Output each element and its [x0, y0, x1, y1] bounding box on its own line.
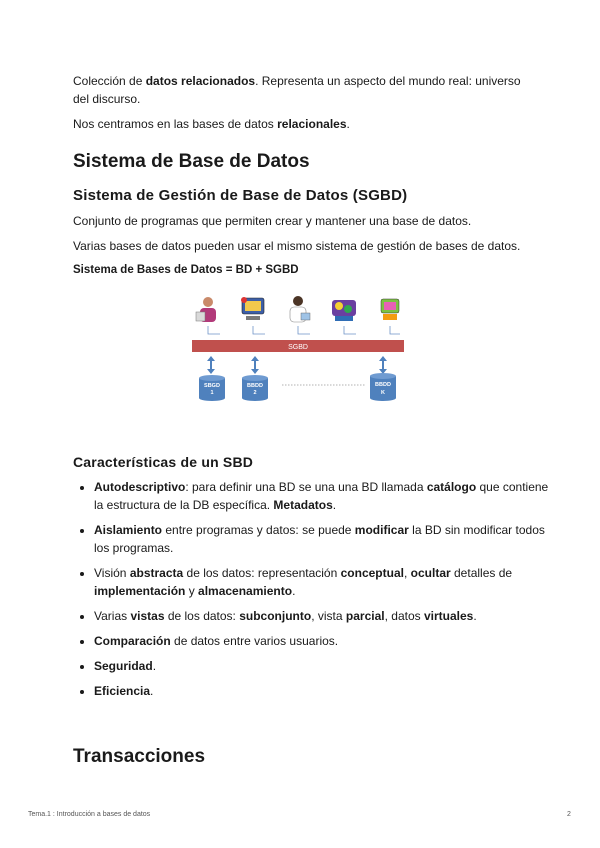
- database-2: [242, 375, 268, 401]
- database-k-label: BBDD: [375, 382, 391, 388]
- computer-icon: [241, 297, 264, 320]
- section-title-sbd: Sistema de Base de Datos: [73, 151, 310, 172]
- arrows: [207, 356, 387, 374]
- caracteristicas-list: [73, 478, 554, 707]
- user-icon: [196, 297, 216, 322]
- subsection-title-sgbd: Sistema de Gestión de Base de Datos (SGBD): [73, 187, 408, 204]
- list-item: • Seguridad.: [94, 657, 554, 675]
- database-1-number: 1: [210, 390, 214, 396]
- database-2-label: BBDD: [247, 383, 263, 389]
- list-item: • Eficiencia.: [94, 682, 554, 700]
- database-1-label: SBGD: [204, 383, 220, 389]
- list-item: • Varias vistas de los datos: subconjunto, vista parcial, datos virtuales.: [94, 607, 554, 625]
- database-1: [199, 375, 225, 401]
- list-item: • Comparación de datos entre varios usuarios.: [94, 632, 554, 650]
- list-item: • Visión abstracta de los datos: representación conceptual, ocultar detalles de implementación y almacenamiento.: [94, 564, 554, 600]
- footer-title: Tema.1 : Introducción a bases de datos: [28, 811, 151, 818]
- computer-icon: [381, 299, 399, 320]
- sgbd-diagram: [190, 294, 406, 406]
- sgbd-definition: Conjunto de programas que permiten crear y mantener una base de datos.: [73, 214, 472, 228]
- database-k-number: K: [381, 390, 385, 396]
- database-2-number: 2: [253, 390, 257, 396]
- sgbd-bar-label: SGBD: [288, 344, 308, 351]
- list-item: • Aislamiento entre programas y datos: se puede modificar la BD sin modificar todos los programas.: [94, 521, 554, 557]
- computer-icon: [332, 300, 356, 321]
- section-title-transacciones: Transacciones: [73, 746, 206, 767]
- sbd-formula: Sistema de Bases de Datos = BD + SGBD: [73, 264, 299, 276]
- intro-paragraph-2: Nos centramos en las bases de datos relacionales.: [73, 117, 350, 131]
- list-item: • Autodescriptivo: para definir una BD se una una BD llamada catálogo que contiene la estructura de la DB específica. Metadatos.: [94, 478, 554, 514]
- database-k: [370, 373, 396, 401]
- user-icon: [290, 296, 310, 322]
- connector-lines: [208, 326, 400, 334]
- page-number: 2: [567, 811, 571, 818]
- intro-paragraph-1: Colección de datos relacionados. Representa un aspecto del mundo real: universo del discurso.: [73, 74, 521, 106]
- section-title-caracteristicas: Características de un SBD: [73, 454, 254, 470]
- sgbd-shared-paragraph: Varias bases de datos pueden usar el mismo sistema de gestión de bases de datos.: [73, 239, 521, 253]
